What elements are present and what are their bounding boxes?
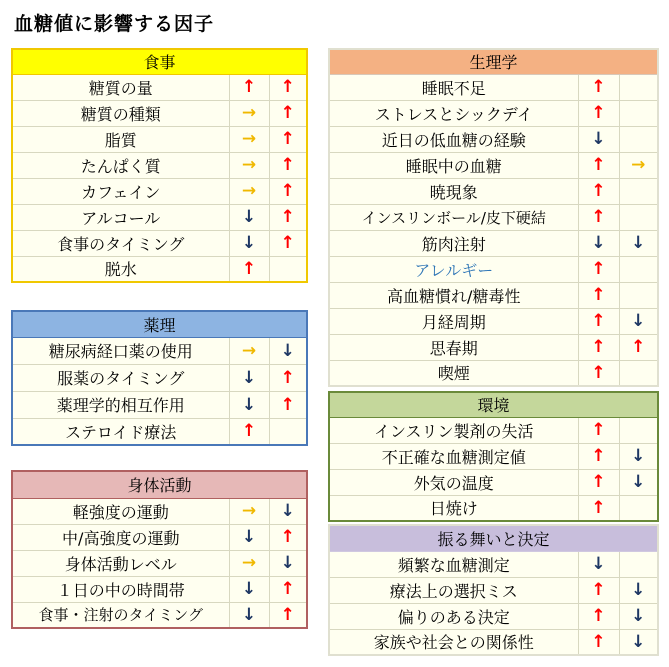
table-row [329,100,658,126]
factor-label: 月経周期 [329,308,578,334]
arrow-b: ↓ [619,469,658,495]
behavior-table [328,524,659,656]
arrow-a: ↓ [229,364,269,391]
arrow-a: → [229,126,269,152]
arrow-a: ↓ [578,551,619,577]
arrow-a: ↑ [578,360,619,386]
arrow-b [619,417,658,443]
arrow-b [619,495,658,521]
factor-label: 日焼け [329,495,578,521]
table-row [329,629,658,655]
table-row [12,391,307,418]
factor-label: 軽強度の運動 [12,498,229,524]
arrow-a: ↑ [229,74,269,100]
table-row [12,230,307,256]
table-row [12,126,307,152]
arrow-a: ↑ [578,152,619,178]
arrow-b: → [619,152,658,178]
table-row [12,602,307,628]
arrow-b [619,551,658,577]
table-row [329,74,658,100]
arrow-a: → [229,152,269,178]
arrow-b [619,100,658,126]
arrow-a: ↑ [578,100,619,126]
table-row [329,577,658,603]
arrow-b [619,360,658,386]
table-row [329,282,658,308]
factor-label: 糖質の種類 [12,100,229,126]
table-row [329,469,658,495]
arrow-b: ↑ [269,364,307,391]
arrow-a: ↑ [578,603,619,629]
arrow-a: ↓ [229,391,269,418]
factor-label: 食事・注射のタイミング [12,602,229,628]
arrow-a: ↑ [578,204,619,230]
arrow-b [619,204,658,230]
table-row [329,360,658,386]
page-title: 血糖値に影響する因子 [14,13,215,35]
arrow-b [619,256,658,282]
table-row [12,256,307,282]
biology-table [328,48,659,387]
factor-label: 家族や社会との関係性 [329,629,578,655]
arrow-b: ↑ [269,576,307,602]
arrow-a: ↑ [578,334,619,360]
arrow-a: ↑ [578,308,619,334]
factor-label: 偏りのある決定 [329,603,578,629]
factor-label: ステロイド療法 [12,418,229,445]
table-row [329,308,658,334]
factor-label: 睡眠中の血糖 [329,152,578,178]
food-header: 食事 [12,49,307,74]
factor-label: 療法上の選択ミス [329,577,578,603]
arrow-a: ↑ [578,282,619,308]
factor-label: 糖尿病経口薬の使用 [12,337,229,364]
arrow-b: ↑ [269,126,307,152]
factor-label: 思春期 [329,334,578,360]
arrow-b: ↑ [269,178,307,204]
arrow-b [269,418,307,445]
arrow-b [619,74,658,100]
table-row [12,364,307,391]
arrow-b [269,256,307,282]
factor-label: カフェイン [12,178,229,204]
factor-label: 喫煙 [329,360,578,386]
food-table [11,48,308,283]
table-row [329,126,658,152]
arrow-a: ↓ [229,230,269,256]
arrow-b: ↓ [619,230,658,256]
table-row [12,178,307,204]
factor-label: 不正確な血糖測定値 [329,443,578,469]
table-row [329,417,658,443]
table-row [329,334,658,360]
table-row [12,204,307,230]
arrow-a: → [229,100,269,126]
factor-label: 脱水 [12,256,229,282]
table-row [329,495,658,521]
arrow-a: ↓ [229,602,269,628]
table-row [329,204,658,230]
table-row [12,418,307,445]
table-row [12,550,307,576]
arrow-a: ↑ [578,469,619,495]
factor-label: インスリンボール/皮下硬結 [329,204,578,230]
table-row [12,576,307,602]
arrow-a: ↑ [578,178,619,204]
table-row [329,230,658,256]
arrow-b [619,126,658,152]
arrow-a: ↑ [578,495,619,521]
biology-header: 生理学 [329,49,658,74]
arrow-b: ↓ [619,443,658,469]
arrow-a: → [229,498,269,524]
arrow-a: → [229,178,269,204]
arrow-b: ↑ [269,100,307,126]
table-row [12,74,307,100]
activity-header: 身体活動 [12,471,307,498]
arrow-b: ↓ [619,603,658,629]
medication-table [11,310,308,446]
arrow-b: ↓ [619,577,658,603]
factor-label: 外気の温度 [329,469,578,495]
factor-label: 近日の低血糖の経験 [329,126,578,152]
arrow-b: ↓ [619,308,658,334]
arrow-a: ↓ [229,576,269,602]
arrow-b: ↑ [269,152,307,178]
arrow-a: ↑ [578,443,619,469]
factor-label: 高血糖慣れ/糖毒性 [329,282,578,308]
factor-label: アルコール [12,204,229,230]
table-row [12,100,307,126]
environment-header: 環境 [329,392,658,417]
factor-label: 脂質 [12,126,229,152]
factor-label: ストレスとシックデイ [329,100,578,126]
table-row [329,178,658,204]
arrow-a: → [229,337,269,364]
table-row [329,551,658,577]
table-row [329,152,658,178]
table-row [12,337,307,364]
arrow-b: ↓ [619,629,658,655]
arrow-a: ↓ [229,524,269,550]
arrow-b: ↑ [269,74,307,100]
factor-label: 食事のタイミング [12,230,229,256]
arrow-a: ↑ [578,629,619,655]
arrow-b: ↑ [269,391,307,418]
arrow-b: ↓ [269,550,307,576]
factor-label: 中/高強度の運動 [12,524,229,550]
arrow-a: ↑ [229,256,269,282]
factor-label: 頻繁な血糖測定 [329,551,578,577]
arrow-b: ↑ [269,602,307,628]
table-row [329,256,658,282]
table-row [12,498,307,524]
table-row [12,524,307,550]
factor-label: インスリン製剤の失活 [329,417,578,443]
arrow-a: ↑ [578,256,619,282]
activity-table [11,470,308,629]
arrow-b [619,282,658,308]
table-row [329,603,658,629]
arrow-a: ↓ [578,230,619,256]
factor-label: 薬理学的相互作用 [12,391,229,418]
arrow-b: ↑ [619,334,658,360]
factor-label: アレルギー [329,256,578,282]
arrow-a: ↓ [578,126,619,152]
arrow-b: ↑ [269,524,307,550]
arrow-a: ↑ [578,74,619,100]
arrow-b: ↑ [269,204,307,230]
table-row [329,443,658,469]
factor-label: 筋肉注射 [329,230,578,256]
factor-label: 糖質の量 [12,74,229,100]
environment-table [328,391,659,522]
factor-label: 暁現象 [329,178,578,204]
arrow-a: ↑ [578,577,619,603]
medication-header: 薬理 [12,311,307,337]
factor-label: 身体活動レベル [12,550,229,576]
arrow-a: ↑ [578,417,619,443]
factor-label: 服薬のタイミング [12,364,229,391]
arrow-b: ↓ [269,498,307,524]
arrow-a: → [229,550,269,576]
arrow-b: ↓ [269,337,307,364]
factor-label: １日の中の時間帯 [12,576,229,602]
arrow-b [619,178,658,204]
factor-label: 睡眠不足 [329,74,578,100]
arrow-a: ↑ [229,418,269,445]
factor-label: たんぱく質 [12,152,229,178]
table-row [12,152,307,178]
behavior-header: 振る舞いと決定 [329,525,658,551]
arrow-a: ↓ [229,204,269,230]
arrow-b: ↑ [269,230,307,256]
